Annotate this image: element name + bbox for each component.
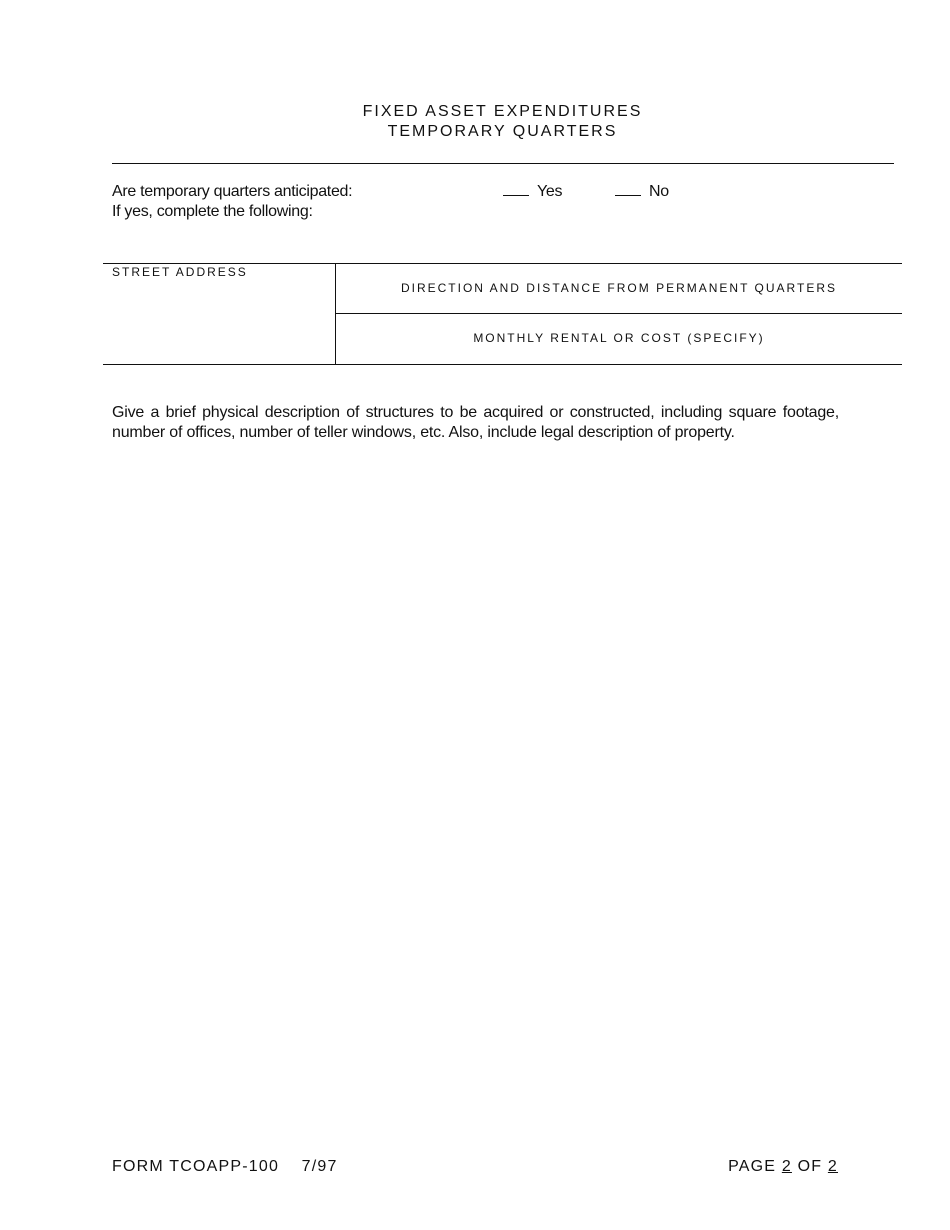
page-of: OF (797, 1158, 823, 1175)
yes-option[interactable] (503, 183, 562, 201)
page-indicator (728, 1158, 838, 1176)
yes-label: Yes (537, 183, 563, 200)
table-top-border (103, 263, 902, 264)
form-number (112, 1158, 338, 1176)
table-bottom-border (103, 364, 902, 365)
page-prefix: PAGE (728, 1158, 777, 1175)
question-label: Are temporary quarters anticipated: (112, 183, 353, 200)
description-instructions: Give a brief physical description of structures to be acquired or constructed, including square footage, number of offices, number of teller windows, etc. Also, include legal description of property. (112, 404, 839, 441)
street-address-field[interactable]: STREET ADDRESS (112, 265, 248, 279)
header-divider (112, 163, 894, 164)
form-subtitle: TEMPORARY QUARTERS (387, 123, 618, 140)
form-title: FIXED ASSET EXPENDITURES (362, 103, 643, 120)
no-option[interactable] (615, 183, 669, 201)
no-blank[interactable] (615, 195, 641, 196)
direction-distance-field[interactable]: DIRECTION AND DISTANCE FROM PERMANENT QUARTERS (400, 281, 838, 295)
page-total: 2 (827, 1158, 838, 1175)
yes-blank[interactable] (503, 195, 529, 196)
followup-label: If yes, complete the following: (112, 203, 313, 220)
table-row-divider (335, 313, 902, 314)
form-date: 7/97 (301, 1158, 338, 1175)
page-number: 2 (781, 1158, 792, 1175)
form-id: FORM TCOAPP-100 (112, 1158, 280, 1175)
monthly-rental-field[interactable]: MONTHLY RENTAL OR COST (SPECIFY) (473, 331, 765, 345)
no-label: No (649, 183, 669, 200)
